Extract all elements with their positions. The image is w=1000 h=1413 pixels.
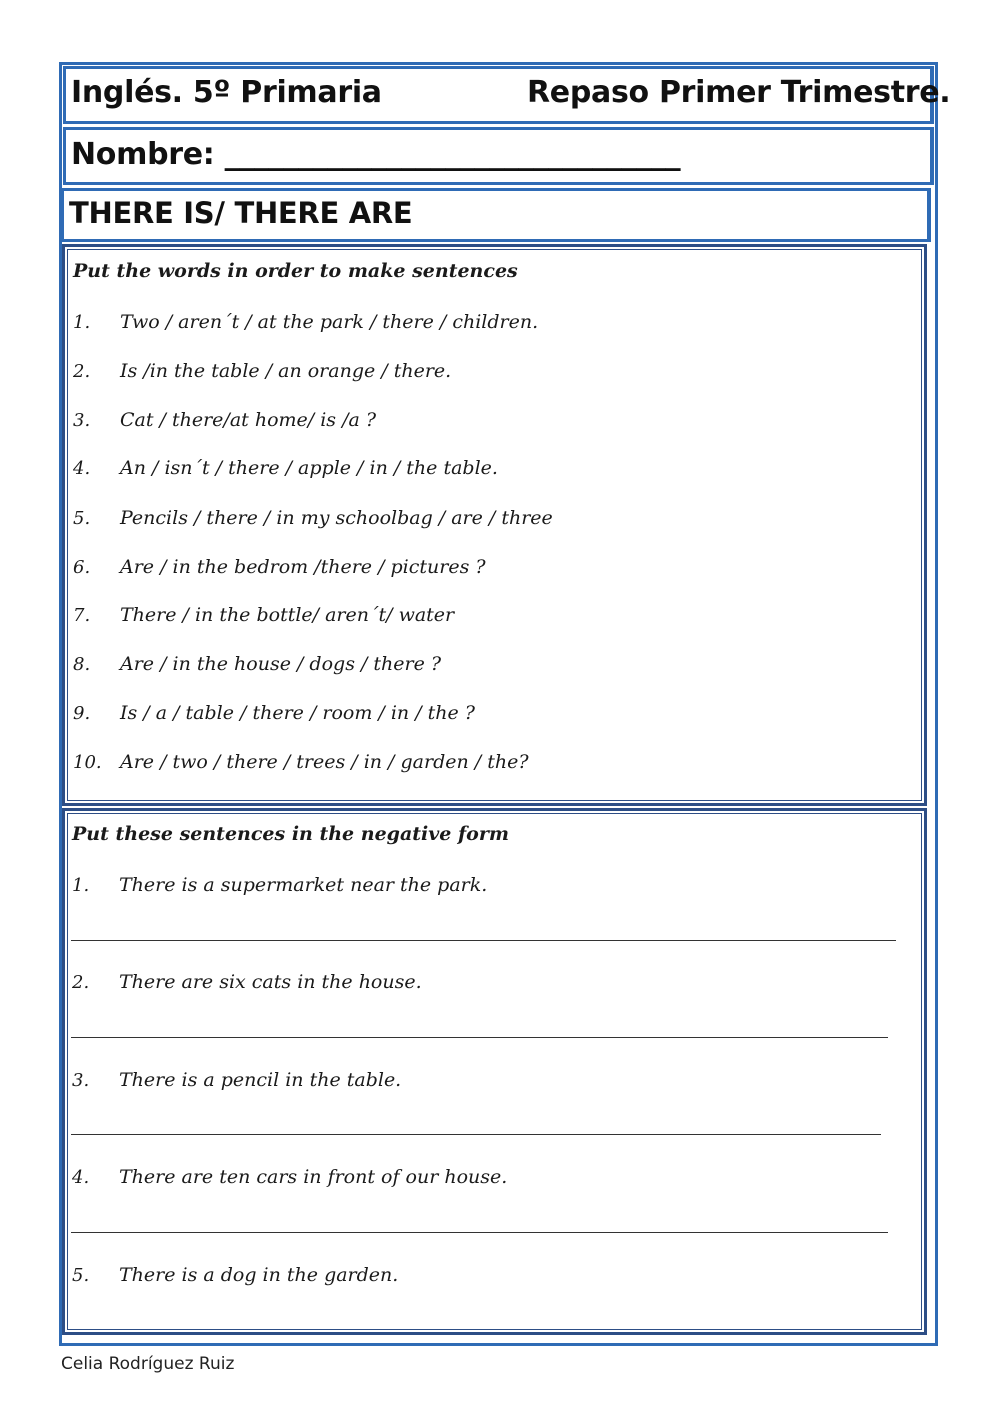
sentence-item: Is /in the table / an orange / there. bbox=[120, 360, 452, 382]
sentence-item: There are six cats in the house. bbox=[119, 971, 422, 993]
sentence-item: Pencils / there / in my schoolbag / are / three bbox=[120, 507, 553, 529]
name-label bbox=[71, 137, 681, 172]
sentence-item: Is / a / table / there / room / in / the ? bbox=[120, 702, 475, 724]
subject-title: Inglés. 5º Primaria bbox=[71, 75, 382, 110]
sentence-item: Two / aren´t / at the park / there / children. bbox=[120, 311, 539, 333]
sentence-item: There / in the bottle/ aren´t/ water bbox=[120, 604, 455, 626]
item-number: 5. bbox=[72, 1265, 90, 1286]
sentence-item: There is a supermarket near the park. bbox=[119, 874, 488, 896]
sentence-item: Are / two / there / trees / in / garden / the? bbox=[120, 751, 529, 773]
answer-line[interactable] bbox=[71, 1134, 881, 1135]
sentence-item: There are ten cars in front of our house. bbox=[119, 1166, 508, 1188]
instruction-word-order: Put the words in order to make sentences bbox=[73, 260, 518, 282]
item-number: 4. bbox=[73, 458, 91, 479]
item-number: 3. bbox=[72, 1070, 90, 1091]
sentence-item: There is a pencil in the table. bbox=[119, 1069, 402, 1091]
item-number: 2. bbox=[73, 361, 91, 382]
item-number: 6. bbox=[73, 557, 91, 578]
sentence-item: Are / in the house / dogs / there ? bbox=[120, 653, 442, 675]
item-number: 1. bbox=[72, 875, 90, 896]
item-number: 1. bbox=[73, 312, 91, 333]
sentence-item: Are / in the bedrom /there / pictures ? bbox=[120, 556, 486, 578]
item-number: 3. bbox=[73, 410, 91, 431]
name-blank[interactable]: _______________________________ bbox=[224, 137, 681, 172]
sentence-item: Cat / there/at home/ is /a ? bbox=[120, 409, 377, 431]
instruction-negative-form: Put these sentences in the negative form bbox=[72, 823, 509, 845]
answer-line[interactable] bbox=[71, 940, 896, 941]
item-number: 7. bbox=[73, 605, 91, 626]
item-number: 8. bbox=[73, 654, 91, 675]
answer-line[interactable] bbox=[71, 1232, 888, 1233]
item-number: 5. bbox=[73, 508, 91, 529]
item-number: 4. bbox=[72, 1167, 90, 1188]
sentence-item: An / isn´t / there / apple / in / the table. bbox=[120, 457, 498, 479]
topic-title: THERE IS/ THERE ARE bbox=[69, 196, 413, 230]
item-number: 10. bbox=[73, 752, 102, 773]
review-title: Repaso Primer Trimestre. bbox=[527, 75, 951, 110]
item-number: 2. bbox=[72, 972, 90, 993]
item-number: 9. bbox=[73, 703, 91, 724]
name-label-text: Nombre: bbox=[71, 137, 225, 172]
answer-line[interactable] bbox=[71, 1037, 888, 1038]
author-credit: Celia Rodríguez Ruiz bbox=[61, 1354, 235, 1374]
sentence-item: There is a dog in the garden. bbox=[119, 1264, 399, 1286]
